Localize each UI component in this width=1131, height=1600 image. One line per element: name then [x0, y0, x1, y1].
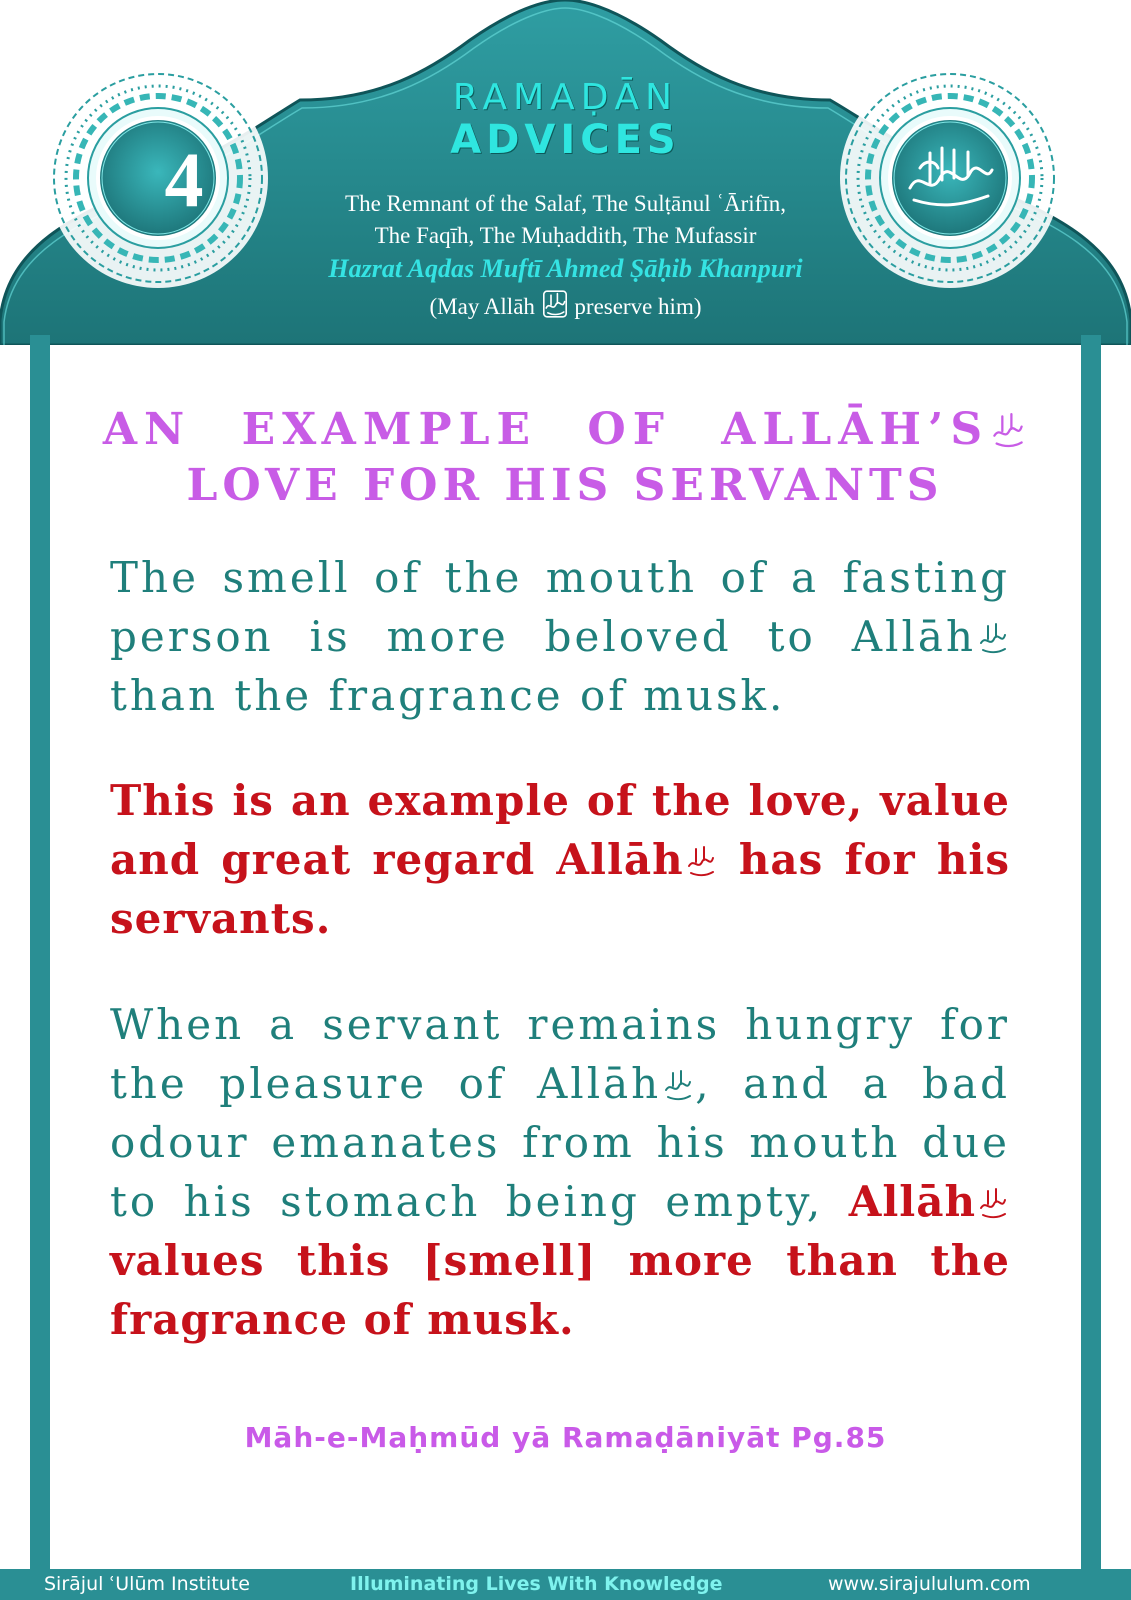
scholar-name: Hazrat Aqdas Muftī Ahmed Ṣāḥib Khanpuri	[328, 254, 803, 283]
honorific-icon	[543, 290, 567, 318]
article-title-line2: LOVE FOR HIS SERVANTS	[186, 460, 944, 511]
prayer-line	[0, 290, 1131, 321]
article-title-line1	[85, 403, 1045, 457]
series-title: RAMAḌĀN	[452, 77, 679, 118]
paragraph-3	[110, 995, 1010, 1349]
para3-text-d: values this [smell] more than the fragrance of musk.	[110, 1236, 1010, 1344]
right-pillar	[1081, 335, 1101, 1570]
para3-text-a: When a servant remains hungry for the pleasure of Allāh	[110, 1000, 1010, 1108]
article-title-text1: AN EXAMPLE OF ALLĀH’S	[102, 404, 990, 455]
source-reference: Māh-e-Maḥmūd yā Ramaḍāniyāt Pg.85	[244, 1421, 887, 1454]
honorific-icon	[991, 410, 1025, 450]
scholar-titles-line2: The Faqīh, The Muḥaddith, The Mufassir	[374, 223, 757, 248]
paragraph-1	[110, 548, 1010, 725]
honorific-icon	[663, 1068, 693, 1102]
prayer-before: (May Allāh	[429, 294, 535, 319]
para2-text-a: This is an example of the love, value and great regard Allāh	[110, 776, 1010, 884]
footer-tagline: Illuminating Lives With Knowledge	[350, 1573, 723, 1595]
para3-text-b: , and a bad odour emanates from his mouth due to his stomach being empty,	[110, 1059, 1010, 1226]
advice-number: 4	[164, 136, 204, 223]
scholar-titles-line1: The Remnant of the Salaf, The Sulṭānul ʿĀrifīn,	[345, 191, 786, 216]
series-subtitle: ADVICES	[450, 117, 681, 163]
left-pillar	[30, 335, 50, 1570]
honorific-icon	[978, 1186, 1008, 1220]
para2-text-b: has for his servants.	[110, 835, 1010, 943]
footer-institute: Sirājul ʿUlūm Institute	[44, 1573, 250, 1595]
honorific-icon	[978, 621, 1008, 655]
para3-text-c: Allāh	[848, 1177, 976, 1226]
para1-text-a: The smell of the mouth of a fasting person is more beloved to Allāh	[110, 553, 1010, 661]
honorific-icon	[686, 844, 716, 878]
footer-website-link[interactable]: www.sirajululum.com	[828, 1573, 1031, 1595]
para1-text-b: than the fragrance of musk.	[110, 671, 786, 720]
prayer-after: preserve him)	[574, 294, 702, 319]
paragraph-2	[110, 771, 1010, 948]
